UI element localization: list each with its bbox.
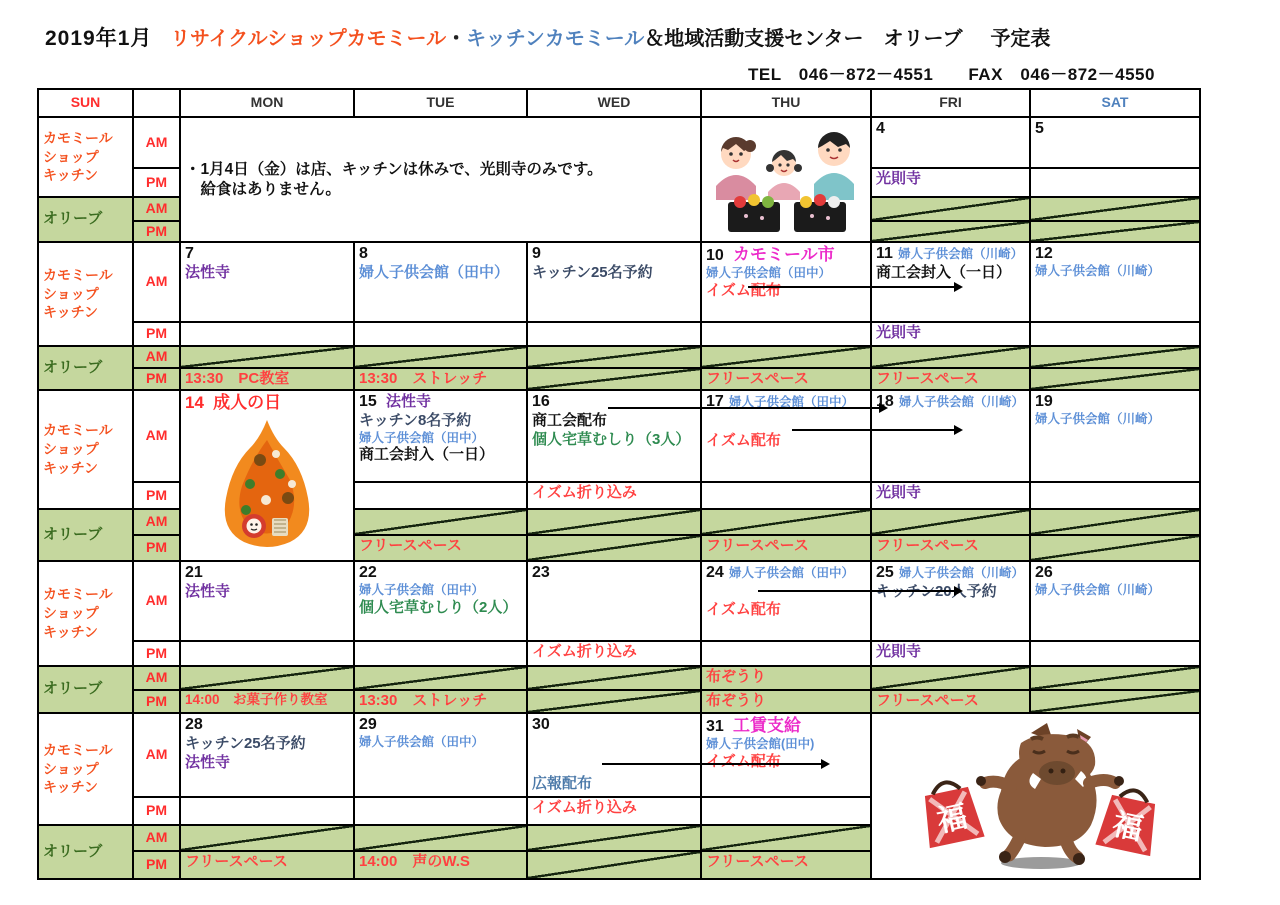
bonfire-illustration — [185, 414, 349, 560]
olive-pm-entry: 布ぞうり — [702, 691, 870, 712]
am-label: AM — [134, 391, 179, 481]
row-label-olive: オリーブ — [39, 667, 132, 712]
shop-label-line: ショップ — [43, 605, 99, 622]
event-entry: キッチン20人予約 — [876, 583, 997, 600]
day-number: 8 — [359, 245, 368, 262]
shop-label-line: カモミール — [43, 129, 113, 146]
event-entry: イズム配布 — [706, 752, 781, 770]
schedule-span-arrow — [792, 429, 954, 431]
closed-cell — [528, 691, 700, 712]
header-wed: WED — [528, 90, 700, 116]
day-number: 14 — [185, 393, 204, 412]
day-cell-jan7 — [181, 243, 353, 321]
shop-label-line: ショップ — [43, 148, 99, 165]
row-label-shop — [39, 391, 132, 508]
shop-label-line: カモミール — [43, 586, 113, 603]
event-entry: イズム配布 — [706, 432, 781, 449]
olive-pm-entry: フリースペース — [872, 536, 1029, 560]
olive-am-entry: 布ぞうり — [702, 667, 870, 689]
schedule-span-arrow — [758, 590, 954, 592]
closed-cell — [528, 852, 700, 878]
olive-pm-label: PM — [134, 536, 179, 560]
empty-cell — [181, 798, 353, 824]
empty-cell — [181, 323, 353, 345]
shop-label-line: キッチン — [43, 623, 99, 640]
event-entry: キッチン25名予約 — [532, 264, 653, 281]
closed-cell — [355, 510, 526, 534]
am-label: AM — [134, 562, 179, 640]
day-number: 24 — [706, 564, 724, 581]
empty-cell — [702, 323, 870, 345]
day-cell-jan25 — [872, 562, 1029, 640]
schedule-span-arrow — [748, 286, 954, 288]
shop-label-line: カモミール — [43, 422, 113, 439]
header-sat: SAT — [1031, 90, 1199, 116]
am-label: AM — [134, 714, 179, 796]
day-cell-jan21 — [181, 562, 353, 640]
event-entry: 個人宅草むしり（3人） — [532, 430, 691, 448]
closed-cell — [872, 198, 1029, 220]
event-title: 成人の日 — [213, 393, 282, 412]
day-cell-jan28 — [181, 714, 353, 796]
note-line: 給食はありません。 — [185, 180, 341, 198]
olive-pm-entry: 13:30 PC教室 — [181, 369, 353, 389]
event-entry: 婦人子供会館（川崎） — [898, 395, 1024, 409]
event-entry: 婦人子供会館（田中） — [728, 395, 854, 409]
day-number: 26 — [1035, 564, 1053, 581]
empty-cell — [702, 642, 870, 665]
day-number: 7 — [185, 245, 194, 262]
empty-cell — [355, 642, 526, 665]
event-entry: 婦人子供会館（川崎） — [898, 247, 1024, 261]
event-entry: 婦人子供会館（田中） — [359, 430, 485, 445]
event-entry: イズム配布 — [706, 601, 781, 618]
pm-label: PM — [134, 798, 179, 824]
olive-am-label: AM — [134, 347, 179, 367]
event-title: 工賃支給 — [732, 716, 801, 735]
header-tue: TUE — [355, 90, 526, 116]
header-ampm — [134, 90, 179, 116]
empty-cell — [355, 323, 526, 345]
olive-pm-entry: 14:00 声のW.S — [355, 852, 526, 878]
day-number: 10 — [706, 247, 724, 264]
day-number: 19 — [1035, 393, 1053, 410]
olive-pm-label: PM — [134, 852, 179, 878]
olive-am-label: AM — [134, 198, 179, 220]
day-number: 23 — [532, 564, 550, 581]
day-number: 22 — [359, 564, 377, 581]
day-cell-jan22 — [355, 562, 526, 640]
row-label-olive: オリーブ — [39, 198, 132, 241]
event-entry: 婦人子供会館（田中） — [359, 583, 485, 597]
day-number: 21 — [185, 564, 203, 581]
title-kitchen-name: キッチンカモミール — [466, 28, 645, 50]
pm-label: PM — [134, 483, 179, 508]
row-label-shop — [39, 562, 132, 665]
olive-pm-entry: 14:00 お菓子作り教室 — [181, 691, 353, 712]
svg-text:福: 福 — [1109, 808, 1146, 847]
page-title — [45, 22, 1051, 52]
pm-label: PM — [134, 642, 179, 665]
pm-label: PM — [134, 169, 179, 196]
event-entry: キッチン8名予約 — [359, 412, 472, 429]
shop-label-line: ショップ — [43, 441, 99, 458]
row-label-olive: オリーブ — [39, 347, 132, 389]
olive-pm-label: PM — [134, 369, 179, 389]
schedule-span-arrow — [608, 407, 879, 409]
contact-info: TEL 046－872－4551 FAX 046－872－4550 — [748, 65, 1155, 84]
day-number: 9 — [532, 245, 541, 262]
closed-cell — [355, 667, 526, 689]
event-entry: 婦人子供会館（田中） — [706, 266, 832, 280]
header-mon: MON — [181, 90, 353, 116]
shop-label-line: カモミール — [43, 741, 113, 758]
day-number: 30 — [532, 716, 550, 733]
closed-cell — [1031, 222, 1199, 241]
olive-pm-entry: フリースペース — [872, 691, 1029, 712]
day-cell-jan15 — [355, 391, 526, 481]
row-label-olive: オリーブ — [39, 826, 132, 878]
shop-label-line: キッチン — [43, 304, 99, 321]
row-label-shop — [39, 243, 132, 345]
closed-cell — [181, 667, 353, 689]
empty-cell — [528, 323, 700, 345]
day-cell-jan26 — [1031, 562, 1199, 640]
shop-label-line: キッチン — [43, 779, 99, 796]
closed-cell — [355, 347, 526, 367]
day-cell-jan29 — [355, 714, 526, 796]
row-label-shop — [39, 714, 132, 824]
event-entry: 法性寺 — [185, 583, 231, 600]
day-number: 12 — [1035, 245, 1053, 262]
empty-cell — [1031, 642, 1199, 665]
closed-cell — [702, 510, 870, 534]
holiday-note — [181, 118, 700, 241]
day-cell-jan14-holiday — [181, 391, 353, 560]
event-entry: 婦人子供会館（川崎） — [1035, 583, 1161, 597]
header-thu: THU — [702, 90, 870, 116]
closed-cell — [528, 510, 700, 534]
day-cell-jan18-pm: 光則寺 — [872, 483, 1029, 508]
day-number: 16 — [532, 393, 550, 410]
shop-label-line: カモミール — [43, 266, 113, 283]
shop-label-line: ショップ — [43, 285, 99, 302]
event-entry: 法性寺 — [385, 393, 431, 410]
row-label-shop — [39, 118, 132, 196]
closed-cell — [872, 510, 1029, 534]
title-suffix: 予定表 — [990, 28, 1051, 50]
day-cell-jan17 — [702, 391, 870, 481]
olive-am-label: AM — [134, 510, 179, 534]
olive-pm-entry: フリースペース — [702, 536, 870, 560]
day-cell-jan18 — [872, 391, 1029, 481]
day-cell-jan5 — [1031, 118, 1199, 167]
empty-cell — [1031, 483, 1199, 508]
closed-cell — [181, 347, 353, 367]
am-label: AM — [134, 243, 179, 321]
event-entry: 婦人子供会館（川崎） — [898, 566, 1024, 580]
boar-illustration — [872, 714, 1199, 878]
event-entry: 婦人子供会館（田中） — [728, 566, 854, 580]
day-number: 31 — [706, 718, 724, 735]
svg-text:福: 福 — [933, 800, 970, 839]
day-cell-jan23-pm: イズム折り込み — [528, 642, 700, 665]
olive-pm-entry: フリースペース — [872, 369, 1029, 389]
closed-cell — [1031, 369, 1199, 389]
event-entry: 婦人子供会館(田中) — [706, 737, 815, 751]
day-number: 28 — [185, 716, 203, 733]
calendar-table — [37, 88, 1201, 880]
title-separator: ・ — [446, 28, 467, 50]
event-entry: 法性寺 — [185, 264, 231, 281]
day-cell-jan19 — [1031, 391, 1199, 481]
day-cell-jan16-pm: イズム折り込み — [528, 483, 700, 508]
shop-label-line: キッチン — [43, 459, 99, 476]
day-cell-jan24 — [702, 562, 870, 640]
day-number: 11 — [876, 245, 893, 262]
closed-cell — [1031, 198, 1199, 220]
day-number: 29 — [359, 716, 377, 733]
closed-cell — [1031, 536, 1199, 560]
empty-cell — [702, 798, 870, 824]
olive-pm-entry: 13:30 ストレッチ — [355, 691, 526, 712]
olive-am-label: AM — [134, 667, 179, 689]
closed-cell — [528, 826, 700, 850]
day-cell-jan4-pm: 光則寺 — [872, 169, 1029, 196]
day-number: 15 — [359, 393, 377, 410]
header-fri: FRI — [872, 90, 1029, 116]
closed-cell — [702, 826, 870, 850]
closed-cell — [528, 667, 700, 689]
event-entry: 商工会封入（一日） — [359, 446, 495, 464]
empty-cell — [1031, 169, 1199, 196]
closed-cell — [528, 369, 700, 389]
event-entry: 婦人子供会館（川崎） — [1035, 412, 1161, 426]
olive-pm-entry: フリースペース — [702, 369, 870, 389]
closed-cell — [1031, 347, 1199, 367]
title-shop-name: リサイクルショップカモミール — [170, 28, 447, 50]
header-sun: SUN — [39, 90, 132, 116]
day-number: 25 — [876, 564, 894, 581]
day-cell-jan8 — [355, 243, 526, 321]
day-cell-jan12 — [1031, 243, 1199, 321]
day-cell-jan9 — [528, 243, 700, 321]
empty-cell — [355, 798, 526, 824]
note-line: ・1月4日（金）は店、キッチンは休みで、光則寺のみです。 — [185, 161, 603, 179]
closed-cell — [1031, 667, 1199, 689]
olive-pm-label: PM — [134, 691, 179, 712]
day-cell-jan16 — [528, 391, 700, 481]
olive-pm-entry: 13:30 ストレッチ — [355, 369, 526, 389]
event-entry: イズム配布 — [706, 281, 781, 299]
day-number: 17 — [706, 393, 724, 410]
olive-pm-label: PM — [134, 222, 179, 241]
day-cell-jan25-pm: 光則寺 — [872, 642, 1029, 665]
olive-pm-entry: フリースペース — [702, 852, 870, 878]
olive-am-label: AM — [134, 826, 179, 850]
olive-pm-entry: フリースペース — [355, 536, 526, 560]
closed-cell — [181, 826, 353, 850]
event-entry: 婦人子供会館（田中） — [359, 264, 510, 281]
event-entry: 商工会封入（一日） — [876, 264, 1012, 281]
day-cell-jan31 — [702, 714, 870, 796]
day-number: 18 — [876, 393, 894, 410]
day-number: 4 — [876, 120, 885, 137]
empty-cell — [181, 642, 353, 665]
shop-label-line: キッチン — [43, 167, 99, 184]
event-entry: 婦人子供会館（川崎） — [1035, 264, 1161, 278]
row-label-olive: オリーブ — [39, 510, 132, 560]
event-title: カモミール市 — [732, 245, 835, 264]
day-cell-jan10 — [702, 243, 870, 321]
event-entry: 個人宅草むしり（2人） — [359, 598, 518, 616]
closed-cell — [355, 826, 526, 850]
olive-pm-entry: フリースペース — [181, 852, 353, 878]
empty-cell — [1031, 323, 1199, 345]
day-cell-jan4 — [872, 118, 1029, 167]
closed-cell — [872, 667, 1029, 689]
closed-cell — [528, 347, 700, 367]
closed-cell — [872, 347, 1029, 367]
closed-cell — [1031, 510, 1199, 534]
day-number: 5 — [1035, 120, 1044, 137]
schedule-span-arrow — [602, 763, 821, 765]
day-cell-jan11 — [872, 243, 1029, 321]
day-cell-jan11-pm: 光則寺 — [872, 323, 1029, 345]
event-entry: 商工会配布 — [532, 412, 608, 429]
shop-label-line: ショップ — [43, 760, 99, 777]
day-cell-jan30 — [528, 714, 700, 796]
closed-cell — [528, 536, 700, 560]
closed-cell — [872, 222, 1029, 241]
title-month: 2019年1月 — [45, 27, 153, 50]
pm-label: PM — [134, 323, 179, 345]
closed-cell — [702, 347, 870, 367]
day-cell-jan23 — [528, 562, 700, 640]
family-eating-illustration — [702, 118, 870, 241]
event-entry: 広報配布 — [532, 775, 593, 793]
closed-cell — [1031, 691, 1199, 712]
event-entry: キッチン25名予約 — [185, 735, 306, 752]
event-entry: 法性寺 — [185, 753, 231, 771]
event-entry: 婦人子供会館（田中） — [359, 735, 485, 749]
empty-cell — [702, 483, 870, 508]
day-cell-jan30-pm: イズム折り込み — [528, 798, 700, 824]
empty-cell — [355, 483, 526, 508]
title-center-name: ＆地域活動支援センター オリーブ — [644, 28, 963, 50]
am-label: AM — [134, 118, 179, 167]
